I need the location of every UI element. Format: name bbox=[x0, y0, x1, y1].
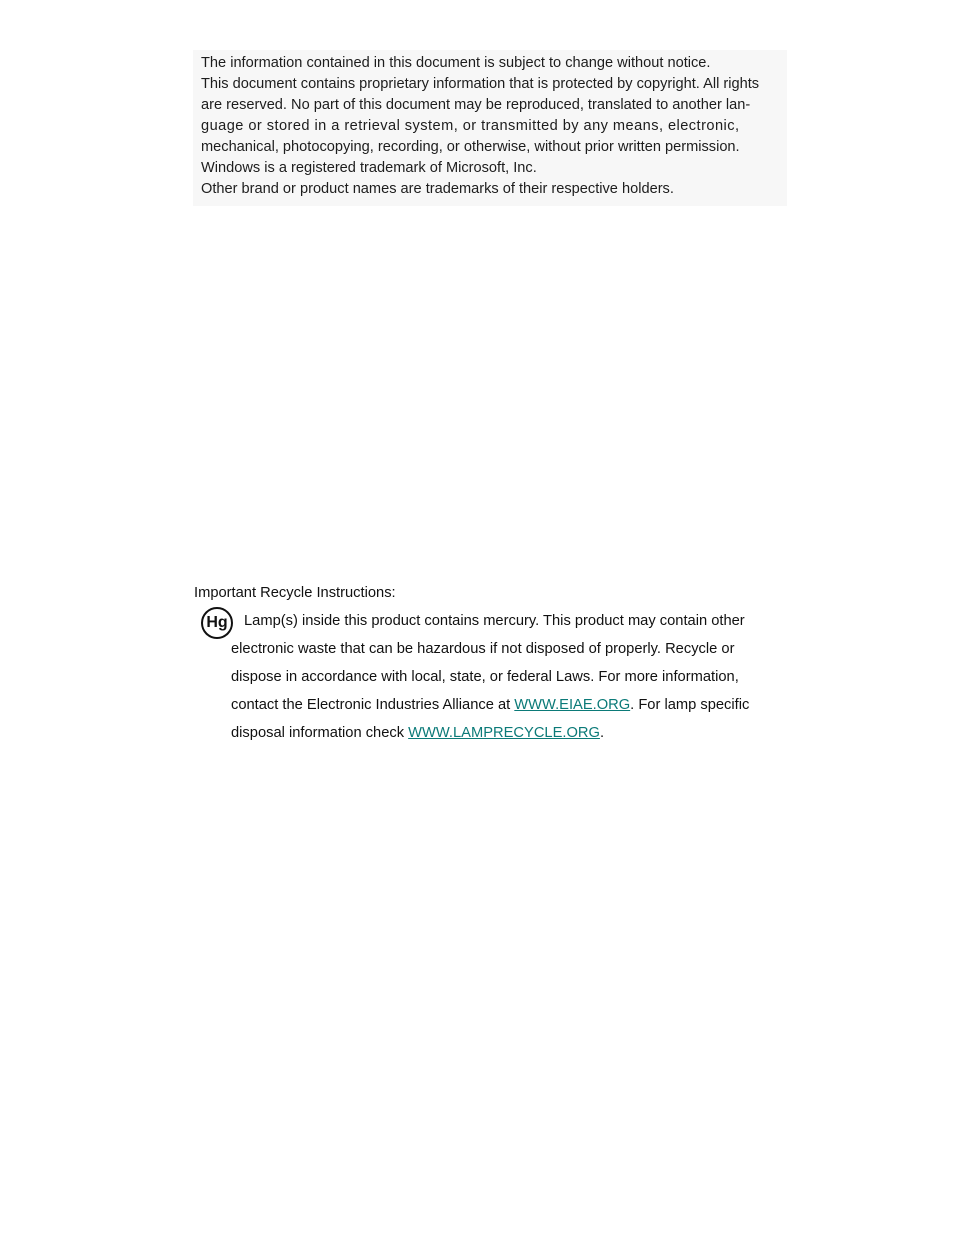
notice-line: This document contains proprietary information that is protected by copyright. All rights bbox=[201, 76, 760, 92]
notice-line: Other brand or product names are trademarks of their respective holders. bbox=[201, 181, 674, 197]
eiae-link[interactable]: WWW.EIAE.ORG bbox=[514, 697, 631, 713]
recycle-text-line: dispose in accordance with local, state, or federal Laws. For more information, bbox=[231, 669, 739, 685]
recycle-heading: Important Recycle Instructions: bbox=[194, 585, 396, 601]
notice-line: mechanical, photocopying, recording, or otherwise, without prior written permission. bbox=[201, 139, 740, 155]
notice-line: are reserved. No part of this document may be reproduced, translated to another lan- bbox=[201, 97, 751, 113]
recycle-text-line bbox=[231, 723, 604, 743]
recycle-text-segment: . For lamp specific bbox=[630, 697, 750, 713]
notice-line: guage or stored in a retrieval system, or transmitted by any means, electronic, bbox=[201, 118, 740, 134]
recycle-text-segment: . bbox=[599, 725, 605, 741]
recycle-text-segment: contact the Electronic Industries Alliance at bbox=[231, 697, 515, 713]
recycle-text-line: electronic waste that can be hazardous if not disposed of properly. Recycle or bbox=[231, 641, 735, 657]
recycle-text-segment: disposal information check bbox=[231, 725, 409, 741]
recycle-text-line bbox=[231, 695, 749, 715]
notice-line: Windows is a registered trademark of Microsoft, Inc. bbox=[201, 160, 537, 176]
lamprecycle-link[interactable]: WWW.LAMPRECYCLE.ORG bbox=[408, 725, 600, 741]
recycle-text-line: Lamp(s) inside this product contains mercury. This product may contain other bbox=[244, 613, 745, 629]
mercury-hg-icon: Hg bbox=[201, 607, 233, 639]
notice-line: The information contained in this document is subject to change without notice. bbox=[201, 55, 711, 71]
copyright-notice bbox=[193, 50, 787, 206]
